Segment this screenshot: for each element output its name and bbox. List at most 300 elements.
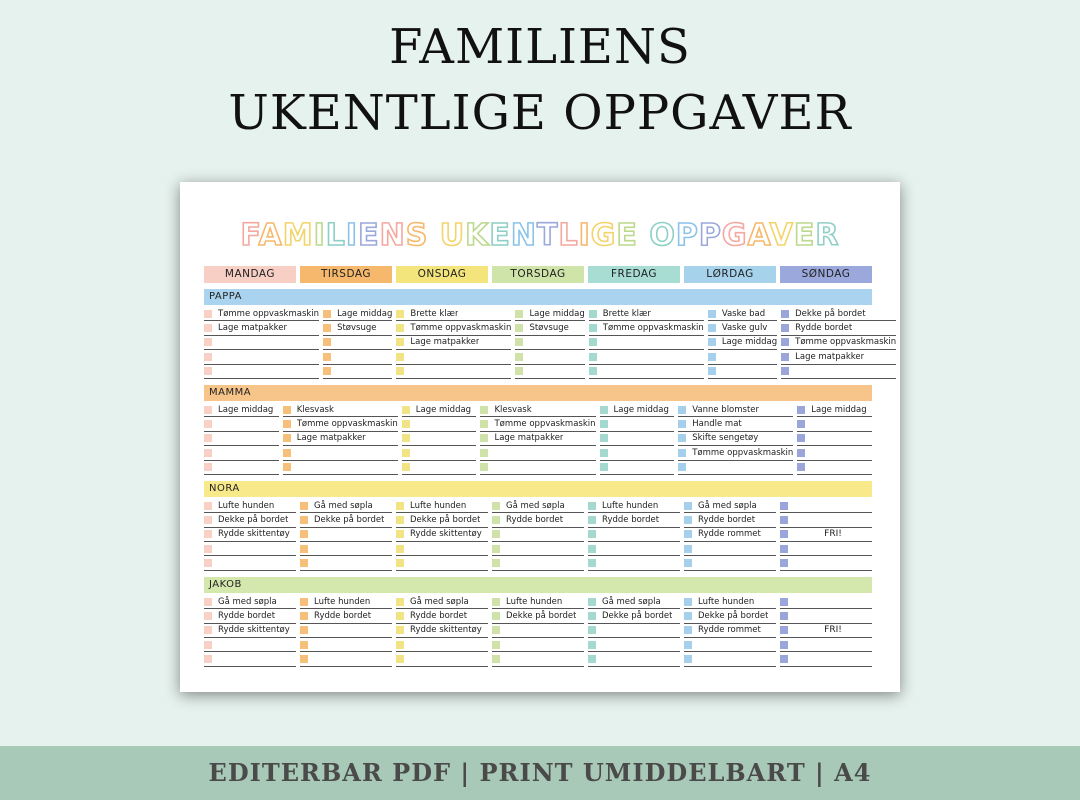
checkbox-square[interactable] [797, 449, 805, 457]
checkbox-square[interactable] [515, 324, 523, 332]
task-row[interactable] [708, 307, 777, 321]
task-row[interactable] [684, 513, 776, 527]
task-row[interactable] [588, 624, 680, 638]
checkbox-square[interactable] [780, 626, 788, 634]
checkbox-square[interactable] [678, 420, 686, 428]
task-row[interactable] [780, 609, 872, 623]
task-row[interactable] [204, 365, 319, 379]
task-row[interactable] [396, 624, 488, 638]
task-row[interactable] [589, 336, 704, 350]
task-row[interactable] [204, 307, 319, 321]
checkbox-square[interactable] [589, 324, 597, 332]
task-row[interactable] [396, 556, 488, 570]
task-row[interactable] [797, 461, 872, 475]
task-text: Dekke på bordet [698, 610, 769, 621]
task-row[interactable] [300, 499, 392, 513]
checkbox-square[interactable] [396, 502, 404, 510]
checkbox-square[interactable] [492, 626, 500, 634]
task-row[interactable] [780, 528, 872, 542]
checkbox-square[interactable] [396, 353, 404, 361]
task-row[interactable] [323, 350, 392, 364]
checkbox-square[interactable] [204, 420, 212, 428]
checkbox-square[interactable] [283, 463, 291, 471]
checkbox-square[interactable] [708, 367, 716, 375]
checkbox-square[interactable] [780, 545, 788, 553]
task-row[interactable] [300, 638, 392, 652]
task-row[interactable] [396, 499, 488, 513]
task-row[interactable] [678, 403, 793, 417]
checkbox-square[interactable] [480, 420, 488, 428]
task-row[interactable] [480, 403, 595, 417]
checkbox-square[interactable] [402, 434, 410, 442]
checkbox-square[interactable] [780, 559, 788, 567]
task-row[interactable] [588, 513, 680, 527]
task-row[interactable] [684, 528, 776, 542]
checkbox-square[interactable] [708, 353, 716, 361]
task-row[interactable] [283, 446, 398, 460]
checkbox-square[interactable] [780, 598, 788, 606]
task-row[interactable] [396, 638, 488, 652]
task-row[interactable] [396, 307, 511, 321]
day-column [684, 499, 776, 571]
task-row[interactable] [589, 321, 704, 335]
checkbox-square[interactable] [204, 545, 212, 553]
task-row[interactable] [678, 417, 793, 431]
checkbox-square[interactable] [480, 406, 488, 414]
checkbox-square[interactable] [204, 434, 212, 442]
checkbox-square[interactable] [300, 655, 308, 663]
checkbox-square[interactable] [684, 598, 692, 606]
checkbox-square[interactable] [708, 310, 716, 318]
task-row[interactable] [204, 609, 296, 623]
checkbox-square[interactable] [588, 612, 596, 620]
task-row[interactable] [678, 432, 793, 446]
task-row[interactable] [396, 609, 488, 623]
task-row[interactable] [323, 336, 392, 350]
task-text: Rydde rommet [698, 625, 761, 636]
task-row[interactable] [300, 542, 392, 556]
checkbox-square[interactable] [396, 598, 404, 606]
task-row[interactable] [492, 513, 584, 527]
task-row[interactable] [515, 336, 584, 350]
task-row[interactable] [600, 446, 675, 460]
checkbox-square[interactable] [480, 449, 488, 457]
checkbox-square[interactable] [492, 502, 500, 510]
person-section [204, 577, 872, 667]
task-row[interactable] [480, 432, 595, 446]
checkbox-square[interactable] [396, 626, 404, 634]
checkbox-square[interactable] [600, 449, 608, 457]
task-row[interactable] [589, 365, 704, 379]
task-row[interactable] [396, 652, 488, 666]
checkbox-square[interactable] [204, 502, 212, 510]
task-row[interactable] [492, 499, 584, 513]
task-row[interactable] [684, 609, 776, 623]
task-row[interactable] [492, 624, 584, 638]
task-row[interactable] [204, 417, 279, 431]
checkbox-square[interactable] [300, 516, 308, 524]
checkbox-square[interactable] [684, 516, 692, 524]
task-row[interactable] [492, 556, 584, 570]
checkbox-square[interactable] [588, 655, 596, 663]
checkbox-square[interactable] [300, 502, 308, 510]
task-row[interactable] [684, 556, 776, 570]
checkbox-square[interactable] [780, 655, 788, 663]
checkbox-square[interactable] [402, 449, 410, 457]
checkbox-square[interactable] [781, 324, 789, 332]
task-row[interactable] [204, 321, 319, 335]
checkbox-square[interactable] [300, 545, 308, 553]
task-row[interactable] [600, 432, 675, 446]
checkbox-square[interactable] [396, 367, 404, 375]
person-day-columns [204, 595, 872, 667]
task-row[interactable] [300, 652, 392, 666]
checkbox-square[interactable] [600, 420, 608, 428]
task-row[interactable] [588, 595, 680, 609]
task-row[interactable] [492, 542, 584, 556]
checkbox-square[interactable] [684, 612, 692, 620]
checkbox-square[interactable] [283, 434, 291, 442]
task-row[interactable] [396, 365, 511, 379]
task-row[interactable] [204, 350, 319, 364]
person-sections [204, 289, 897, 667]
checkbox-square[interactable] [781, 338, 789, 346]
day-column [678, 403, 793, 475]
task-text: Lage middag [415, 404, 472, 415]
checkbox-square[interactable] [300, 559, 308, 567]
checkbox-square[interactable] [684, 641, 692, 649]
checkbox-square[interactable] [204, 626, 212, 634]
checkbox-square[interactable] [204, 338, 212, 346]
task-row[interactable] [708, 321, 777, 335]
person-section [204, 481, 872, 571]
task-row[interactable] [797, 417, 872, 431]
task-row[interactable] [402, 432, 477, 446]
checkbox-square[interactable] [797, 463, 805, 471]
task-row[interactable] [600, 417, 675, 431]
task-row[interactable] [323, 321, 392, 335]
task-row[interactable] [300, 595, 392, 609]
task-row[interactable] [480, 446, 595, 460]
task-row[interactable] [588, 638, 680, 652]
checkbox-square[interactable] [323, 353, 331, 361]
checkbox-square[interactable] [396, 545, 404, 553]
task-row[interactable] [781, 307, 896, 321]
person-name-band: PAPPA [204, 289, 872, 305]
task-row[interactable] [204, 624, 296, 638]
checkbox-square[interactable] [204, 655, 212, 663]
checkbox-square[interactable] [684, 626, 692, 634]
task-row[interactable] [396, 528, 488, 542]
task-row[interactable] [204, 542, 296, 556]
task-row[interactable] [781, 336, 896, 350]
task-text: Vaske bad [721, 308, 766, 319]
checkbox-square[interactable] [396, 310, 404, 318]
checkbox-square[interactable] [515, 338, 523, 346]
task-row[interactable] [780, 542, 872, 556]
task-row[interactable] [588, 542, 680, 556]
task-row[interactable] [780, 556, 872, 570]
task-row[interactable] [588, 499, 680, 513]
checkbox-square[interactable] [323, 310, 331, 318]
checkbox-square[interactable] [684, 545, 692, 553]
task-row[interactable] [492, 652, 584, 666]
checkbox-square[interactable] [780, 516, 788, 524]
checkbox-square[interactable] [396, 612, 404, 620]
task-row[interactable] [588, 609, 680, 623]
task-row[interactable] [300, 609, 392, 623]
checkbox-square[interactable] [402, 406, 410, 414]
task-row[interactable] [204, 528, 296, 542]
task-row[interactable] [396, 542, 488, 556]
checkbox-square[interactable] [588, 559, 596, 567]
task-row[interactable] [780, 652, 872, 666]
task-row[interactable] [588, 528, 680, 542]
checkbox-square[interactable] [684, 502, 692, 510]
checkbox-square[interactable] [780, 612, 788, 620]
checkbox-square[interactable] [396, 530, 404, 538]
task-row[interactable] [204, 513, 296, 527]
task-row[interactable] [780, 624, 872, 638]
checkbox-square[interactable] [283, 449, 291, 457]
task-row[interactable] [492, 595, 584, 609]
checkbox-square[interactable] [708, 338, 716, 346]
task-row[interactable] [492, 609, 584, 623]
task-row[interactable] [781, 321, 896, 335]
checkbox-square[interactable] [780, 530, 788, 538]
checkbox-square[interactable] [204, 641, 212, 649]
checkbox-square[interactable] [589, 353, 597, 361]
task-row[interactable] [283, 403, 398, 417]
checkbox-square[interactable] [402, 420, 410, 428]
task-row[interactable] [684, 542, 776, 556]
task-row[interactable] [684, 595, 776, 609]
checkbox-square[interactable] [781, 310, 789, 318]
checkbox-square[interactable] [300, 530, 308, 538]
checkbox-square[interactable] [797, 406, 805, 414]
checkbox-square[interactable] [492, 545, 500, 553]
checkbox-square[interactable] [204, 449, 212, 457]
checkbox-square[interactable] [396, 559, 404, 567]
checkbox-square[interactable] [480, 434, 488, 442]
task-row[interactable] [204, 652, 296, 666]
task-row[interactable] [797, 446, 872, 460]
checkbox-square[interactable] [396, 338, 404, 346]
checkbox-square[interactable] [204, 310, 212, 318]
checkbox-square[interactable] [283, 420, 291, 428]
checkbox-square[interactable] [300, 626, 308, 634]
checkbox-square[interactable] [781, 353, 789, 361]
checkbox-square[interactable] [589, 367, 597, 375]
task-row[interactable] [204, 432, 279, 446]
checkbox-square[interactable] [588, 641, 596, 649]
task-row[interactable] [396, 350, 511, 364]
task-row[interactable] [678, 461, 793, 475]
task-row[interactable] [684, 624, 776, 638]
checkbox-square[interactable] [600, 434, 608, 442]
task-row[interactable] [300, 624, 392, 638]
task-row[interactable] [780, 513, 872, 527]
checkbox-square[interactable] [492, 516, 500, 524]
task-row[interactable] [300, 556, 392, 570]
checkbox-square[interactable] [396, 324, 404, 332]
checkbox-square[interactable] [780, 641, 788, 649]
checkbox-square[interactable] [323, 338, 331, 346]
checkbox-square[interactable] [781, 367, 789, 375]
task-row[interactable] [515, 321, 584, 335]
checkbox-square[interactable] [492, 530, 500, 538]
task-row[interactable] [480, 417, 595, 431]
task-row[interactable] [480, 461, 595, 475]
checkbox-square[interactable] [600, 463, 608, 471]
task-row[interactable] [492, 638, 584, 652]
checkbox-square[interactable] [684, 530, 692, 538]
task-row[interactable] [204, 638, 296, 652]
checkbox-square[interactable] [396, 655, 404, 663]
checkbox-square[interactable] [480, 463, 488, 471]
checkbox-square[interactable] [678, 406, 686, 414]
checkbox-square[interactable] [323, 367, 331, 375]
checkbox-square[interactable] [492, 559, 500, 567]
task-row[interactable] [204, 461, 279, 475]
checkbox-square[interactable] [708, 324, 716, 332]
checkbox-square[interactable] [204, 406, 212, 414]
checkbox-square[interactable] [402, 463, 410, 471]
task-row[interactable] [204, 336, 319, 350]
checkbox-square[interactable] [492, 612, 500, 620]
task-text: Lage middag [218, 404, 274, 415]
task-row[interactable] [678, 446, 793, 460]
checkbox-square[interactable] [589, 310, 597, 318]
task-row[interactable] [588, 556, 680, 570]
task-row[interactable] [204, 403, 279, 417]
checkbox-square[interactable] [300, 612, 308, 620]
task-row[interactable] [204, 556, 296, 570]
checkbox-square[interactable] [588, 626, 596, 634]
checkbox-square[interactable] [396, 641, 404, 649]
task-text: Gå med søpla [506, 500, 565, 511]
task-row[interactable] [515, 350, 584, 364]
task-row[interactable] [780, 499, 872, 513]
task-text: Handle mat [692, 419, 742, 430]
checkbox-square[interactable] [283, 406, 291, 414]
checkbox-square[interactable] [588, 545, 596, 553]
task-row[interactable] [684, 652, 776, 666]
checkbox-square[interactable] [678, 463, 686, 471]
checkbox-square[interactable] [204, 463, 212, 471]
checkbox-square[interactable] [797, 420, 805, 428]
checkbox-square[interactable] [300, 598, 308, 606]
task-row[interactable] [780, 638, 872, 652]
checkbox-square[interactable] [588, 598, 596, 606]
checkbox-square[interactable] [600, 406, 608, 414]
checkbox-square[interactable] [684, 559, 692, 567]
checkbox-square[interactable] [797, 434, 805, 442]
task-row[interactable] [781, 365, 896, 379]
task-row[interactable] [684, 638, 776, 652]
task-row[interactable] [402, 446, 477, 460]
task-text: Rydde bordet [698, 514, 756, 525]
task-row[interactable] [588, 652, 680, 666]
task-row[interactable] [797, 403, 872, 417]
task-row[interactable] [402, 461, 477, 475]
checkbox-square[interactable] [684, 655, 692, 663]
checkbox-square[interactable] [589, 338, 597, 346]
checkbox-square[interactable] [492, 641, 500, 649]
task-row[interactable] [589, 307, 704, 321]
task-row[interactable] [300, 513, 392, 527]
day-column [589, 307, 704, 379]
task-row[interactable] [589, 350, 704, 364]
task-row[interactable] [780, 595, 872, 609]
task-row[interactable] [323, 365, 392, 379]
checkbox-square[interactable] [678, 449, 686, 457]
task-row[interactable] [797, 432, 872, 446]
checkbox-square[interactable] [588, 530, 596, 538]
checkbox-square[interactable] [678, 434, 686, 442]
checkbox-square[interactable] [204, 612, 212, 620]
task-row[interactable] [323, 307, 392, 321]
checkbox-square[interactable] [204, 367, 212, 375]
task-row[interactable] [402, 417, 477, 431]
checkbox-square[interactable] [588, 516, 596, 524]
task-row[interactable] [708, 350, 777, 364]
task-row[interactable] [708, 365, 777, 379]
task-row[interactable] [283, 461, 398, 475]
checkbox-square[interactable] [204, 324, 212, 332]
task-row[interactable] [204, 446, 279, 460]
checkbox-square[interactable] [204, 559, 212, 567]
task-row[interactable] [515, 307, 584, 321]
task-row[interactable] [283, 417, 398, 431]
checkbox-square[interactable] [588, 502, 596, 510]
checkbox-square[interactable] [204, 598, 212, 606]
task-row[interactable] [600, 461, 675, 475]
task-row[interactable] [396, 595, 488, 609]
checkbox-square[interactable] [780, 502, 788, 510]
task-row[interactable] [396, 321, 511, 335]
task-text: Lage matpakker [296, 433, 366, 444]
task-row[interactable] [283, 432, 398, 446]
task-row[interactable] [396, 513, 488, 527]
checkbox-square[interactable] [515, 353, 523, 361]
task-row[interactable] [402, 403, 477, 417]
task-row[interactable] [204, 595, 296, 609]
checkbox-square[interactable] [515, 367, 523, 375]
checkbox-square[interactable] [300, 641, 308, 649]
checkbox-square[interactable] [204, 353, 212, 361]
task-row[interactable] [684, 499, 776, 513]
task-row[interactable] [492, 528, 584, 542]
task-row[interactable] [781, 350, 896, 364]
checkbox-square[interactable] [204, 530, 212, 538]
checkbox-square[interactable] [515, 310, 523, 318]
checkbox-square[interactable] [323, 324, 331, 332]
day-column [396, 595, 488, 667]
task-row[interactable] [515, 365, 584, 379]
task-row[interactable] [204, 499, 296, 513]
checkbox-square[interactable] [396, 516, 404, 524]
checkbox-square[interactable] [492, 655, 500, 663]
checkbox-square[interactable] [492, 598, 500, 606]
person-name-band: JAKOB [204, 577, 872, 593]
task-row[interactable] [600, 403, 675, 417]
checkbox-square[interactable] [204, 516, 212, 524]
task-row[interactable] [396, 336, 511, 350]
task-row[interactable] [300, 528, 392, 542]
task-row[interactable] [708, 336, 777, 350]
task-text: Klesvask [494, 404, 532, 415]
